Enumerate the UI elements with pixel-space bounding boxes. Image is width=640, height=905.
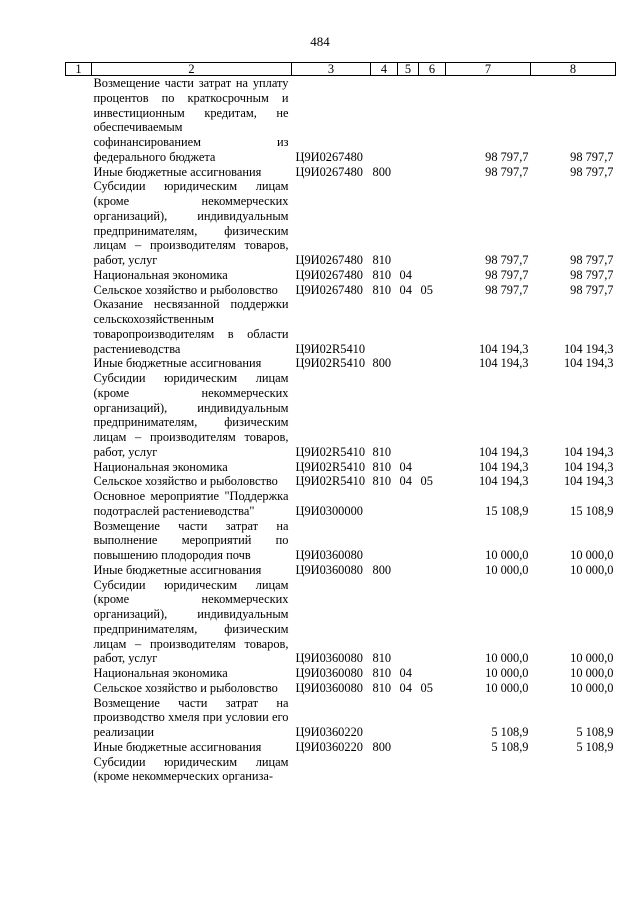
table-row	[66, 740, 616, 755]
section-code: 04	[399, 459, 412, 474]
subsection-code	[419, 356, 446, 371]
amount-col-7: 104 194,3	[478, 474, 529, 489]
table-row	[66, 755, 616, 785]
row-name: Иные бюджетные ассигнования	[93, 562, 262, 577]
amount-col-8: 98 797,7	[570, 149, 614, 164]
amount-col-7: 98 797,7	[485, 164, 529, 179]
amount-col-7: 98 797,7	[485, 149, 529, 164]
target-code: Ц9И02R5410	[295, 474, 366, 489]
amount-col-7	[446, 755, 531, 785]
column-header: 5	[398, 63, 419, 76]
table-row	[66, 489, 616, 519]
table-row	[66, 460, 616, 475]
amount-col-8: 10 000,0	[570, 666, 614, 680]
expense-type: 810	[372, 444, 392, 459]
blank-cell	[66, 283, 92, 298]
table-row	[66, 268, 616, 283]
target-code: Ц9И0360080	[295, 651, 363, 666]
subsection-code	[419, 179, 446, 268]
blank-cell	[66, 165, 92, 180]
expense-type	[371, 755, 398, 785]
expense-type	[371, 297, 398, 356]
amount-col-8: 98 797,7	[570, 282, 614, 297]
subsection-code	[419, 297, 446, 356]
section-code: 04	[399, 474, 412, 489]
target-code: Ц9И0267480	[295, 253, 363, 267]
amount-col-8: 104 194,3	[563, 356, 614, 371]
subsection-code	[419, 165, 446, 180]
expense-type: 810	[372, 267, 392, 282]
section-code	[398, 179, 419, 268]
section-code	[398, 519, 419, 563]
subsection-code	[419, 755, 446, 785]
expense-type	[371, 76, 398, 165]
target-code	[292, 755, 371, 785]
blank-cell	[66, 474, 92, 489]
section-code	[398, 696, 419, 740]
expense-type: 800	[372, 164, 392, 179]
blank-cell	[66, 460, 92, 475]
row-name: Иные бюджетные ассигнования	[93, 739, 262, 754]
section-code	[398, 371, 419, 460]
amount-col-8	[531, 755, 616, 785]
amount-col-8: 10 000,0	[570, 562, 614, 577]
table-row	[66, 474, 616, 489]
expense-type: 810	[372, 459, 392, 474]
section-code	[398, 755, 419, 785]
row-name: Субсидии юридическим лицам (кроме некоммерческих организа-	[93, 754, 289, 784]
expense-type	[371, 489, 398, 519]
target-code: Ц9И0360080	[295, 680, 363, 695]
row-name: Возмещение части затрат на производство хмеля при условии его реализации	[93, 695, 289, 739]
blank-cell	[66, 489, 92, 519]
subsection-code	[419, 268, 446, 283]
amount-col-8: 5 108,9	[576, 739, 614, 754]
subsection-code: 05	[420, 282, 433, 297]
expense-type	[371, 519, 398, 563]
column-header: 6	[419, 63, 446, 76]
section-code: 04	[399, 282, 412, 297]
amount-col-8: 10 000,0	[570, 651, 614, 666]
amount-col-7: 104 194,3	[478, 444, 529, 459]
amount-col-7: 104 194,3	[478, 459, 529, 474]
expense-type: 810	[372, 666, 392, 680]
page-number: 484	[310, 34, 330, 49]
blank-cell	[66, 179, 92, 268]
amount-col-8: 98 797,7	[570, 164, 614, 179]
row-name: Сельское хозяйство и рыболовство	[93, 474, 278, 489]
row-name: Оказание несвязанной поддержки сельскохозяйственным товаропроизводителям в области растениеводства	[93, 297, 289, 356]
table-header	[66, 63, 616, 76]
subsection-code	[419, 76, 446, 165]
table-row	[66, 297, 616, 356]
column-header: 1	[66, 63, 92, 76]
expense-type: 810	[372, 282, 392, 297]
amount-col-7: 104 194,3	[478, 356, 529, 371]
subsection-code	[419, 696, 446, 740]
amount-col-8: 104 194,3	[563, 474, 614, 489]
row-name: Возмещение части затрат на уплату процентов по краткосрочным и инвестиционным кредитам, не обеспечиваемым софинансированием из федерального бюджета	[93, 76, 289, 164]
subsection-code	[419, 666, 446, 681]
amount-col-8: 10 000,0	[570, 548, 614, 562]
expense-type: 810	[372, 474, 392, 489]
subsection-code	[419, 578, 446, 667]
section-code	[398, 563, 419, 578]
amount-col-8: 15 108,9	[570, 503, 614, 518]
section-code	[398, 76, 419, 165]
amount-col-8: 5 108,9	[576, 725, 614, 739]
section-code	[398, 489, 419, 519]
section-code	[398, 165, 419, 180]
amount-col-8: 98 797,7	[570, 253, 614, 267]
blank-cell	[66, 371, 92, 460]
blank-cell	[66, 519, 92, 563]
table-row	[66, 563, 616, 578]
column-number-row	[66, 63, 616, 76]
row-name: Национальная экономика	[93, 267, 228, 282]
column-header: 3	[292, 63, 371, 76]
amount-col-8: 98 797,7	[570, 267, 614, 282]
amount-col-8: 10 000,0	[570, 680, 614, 695]
table-body	[66, 76, 616, 785]
row-name: Субсидии юридическим лицам (кроме некоммерческих организаций), индивидуальным предпринимателям, физическим лицам – производителям товаров, работ, услуг	[93, 179, 289, 267]
amount-col-7: 10 000,0	[485, 562, 529, 577]
target-code: Ц9И0360080	[295, 562, 363, 577]
target-code: Ц9И0300000	[295, 503, 363, 518]
table-row	[66, 179, 616, 268]
blank-cell	[66, 755, 92, 785]
expense-type: 800	[372, 562, 392, 577]
subsection-code	[419, 519, 446, 563]
target-code: Ц9И0360220	[295, 725, 363, 739]
row-name: Субсидии юридическим лицам (кроме некоммерческих организаций), индивидуальным предпринимателям, физическим лицам – производителям товаров, работ, услуг	[93, 577, 289, 666]
subsection-code	[419, 371, 446, 460]
subsection-code	[419, 489, 446, 519]
row-name: Сельское хозяйство и рыболовство	[93, 680, 278, 695]
table-row	[66, 666, 616, 681]
blank-cell	[66, 268, 92, 283]
target-code: Ц9И02R5410	[295, 356, 366, 371]
target-code: Ц9И0360080	[295, 548, 363, 562]
blank-cell	[66, 681, 92, 696]
target-code: Ц9И0360220	[295, 739, 363, 754]
amount-col-7: 15 108,9	[485, 503, 529, 518]
section-code	[398, 297, 419, 356]
table-row	[66, 371, 616, 460]
amount-col-7: 5 108,9	[491, 725, 529, 739]
blank-cell	[66, 740, 92, 755]
blank-cell	[66, 696, 92, 740]
expense-type: 810	[372, 253, 392, 267]
row-name: Национальная экономика	[93, 666, 228, 680]
target-code: Ц9И0360080	[295, 666, 363, 680]
subsection-code	[419, 740, 446, 755]
amount-col-7: 5 108,9	[491, 739, 529, 754]
target-code: Ц9И0267480	[295, 267, 363, 282]
subsection-code: 05	[420, 474, 433, 489]
amount-col-8: 104 194,3	[563, 444, 614, 459]
row-name: Основное мероприятие "Поддержка подотраслей растениеводства"	[93, 489, 289, 518]
target-code: Ц9И0267480	[295, 282, 363, 297]
table-row	[66, 519, 616, 563]
amount-col-7: 98 797,7	[485, 267, 529, 282]
section-code	[398, 740, 419, 755]
section-code	[398, 356, 419, 371]
table-row	[66, 696, 616, 740]
target-code: Ц9И0267480	[295, 164, 363, 179]
target-code: Ц9И02R5410	[295, 444, 366, 459]
blank-cell	[66, 356, 92, 371]
expense-type: 810	[372, 651, 392, 666]
amount-col-7: 10 000,0	[485, 651, 529, 666]
blank-cell	[66, 76, 92, 165]
row-name: Национальная экономика	[93, 459, 228, 474]
section-code	[398, 578, 419, 667]
table-row	[66, 283, 616, 298]
target-code: Ц9И02R5410	[295, 341, 366, 356]
expense-type: 800	[372, 739, 392, 754]
column-header: 8	[531, 63, 616, 76]
amount-col-7: 98 797,7	[485, 253, 529, 267]
row-name: Возмещение части затрат на выполнение мероприятий по повышению плодородия почв	[93, 518, 289, 562]
amount-col-7: 104 194,3	[478, 341, 529, 356]
blank-cell	[66, 563, 92, 578]
row-name: Иные бюджетные ассигнования	[93, 356, 262, 371]
table-row	[66, 681, 616, 696]
section-code: 04	[399, 680, 412, 695]
section-code: 04	[399, 666, 412, 680]
amount-col-8: 104 194,3	[563, 459, 614, 474]
expense-type: 810	[372, 680, 392, 695]
row-name: Сельское хозяйство и рыболовство	[93, 282, 278, 297]
budget-table	[65, 62, 616, 784]
amount-col-7: 98 797,7	[485, 282, 529, 297]
amount-col-7: 10 000,0	[485, 680, 529, 695]
row-name: Субсидии юридическим лицам (кроме некоммерческих организаций), индивидуальным предпринимателям, физическим лицам – производителям товаров, работ, услуг	[93, 371, 289, 459]
amount-col-7: 10 000,0	[485, 548, 529, 562]
subsection-code	[419, 563, 446, 578]
amount-col-7: 10 000,0	[485, 666, 529, 680]
subsection-code: 05	[420, 680, 433, 695]
blank-cell	[66, 297, 92, 356]
expense-type: 800	[372, 356, 392, 371]
section-code: 04	[399, 267, 412, 282]
blank-cell	[66, 666, 92, 681]
column-header: 7	[446, 63, 531, 76]
blank-cell	[66, 578, 92, 667]
expense-type	[371, 696, 398, 740]
table-row	[66, 165, 616, 180]
column-header: 2	[92, 63, 292, 76]
table-row	[66, 76, 616, 165]
table-row	[66, 578, 616, 667]
table-row	[66, 356, 616, 371]
column-header: 4	[371, 63, 398, 76]
target-code: Ц9И0267480	[295, 149, 363, 164]
amount-col-8: 104 194,3	[563, 341, 614, 356]
row-name: Иные бюджетные ассигнования	[93, 164, 262, 179]
subsection-code	[419, 460, 446, 475]
target-code: Ц9И02R5410	[295, 459, 366, 474]
